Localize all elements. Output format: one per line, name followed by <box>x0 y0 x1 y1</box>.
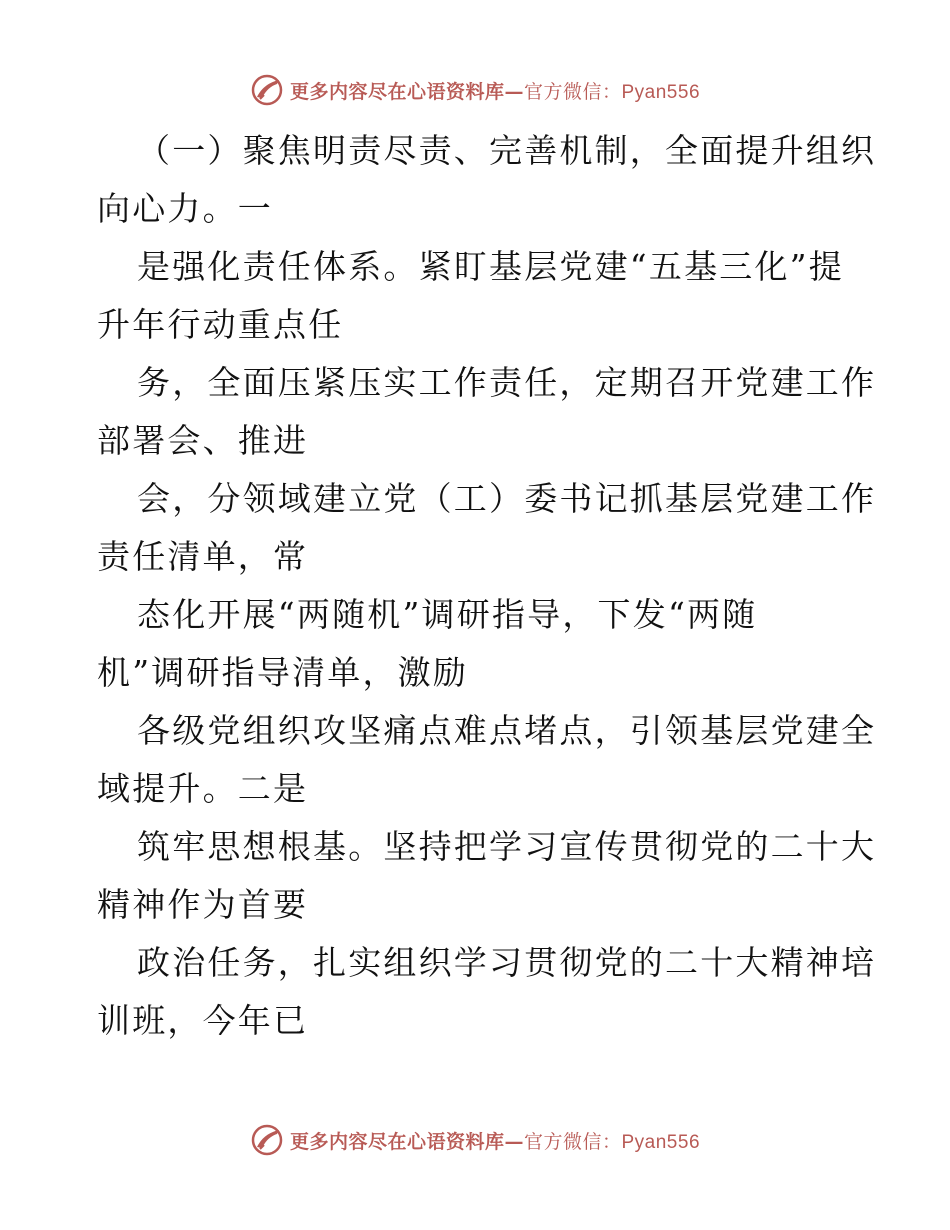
body-line: 务，全面压紧压实工作责任，定期召开党建工作 <box>137 363 877 402</box>
body-line: 态化开展“两随机”调研指导，下发“两随 <box>137 595 758 634</box>
watermark-text: 更多内容尽在心语资料库—官方微信：Pyan556 <box>289 1130 701 1153</box>
body-line: 升年行动重点任 <box>97 305 344 344</box>
body-line: 政治任务，扎实组织学习贯彻党的二十大精神培 <box>137 943 877 982</box>
watermark-text: 更多内容尽在心语资料库—官方微信：Pyan556 <box>289 80 701 103</box>
footer-watermark <box>0 1120 950 1160</box>
document-body <box>97 122 877 1050</box>
body-line: 责任清单，常 <box>97 537 309 576</box>
body-line: 各级党组织攻坚痛点难点堵点，引领基层党建全 <box>137 711 877 750</box>
body-line: （一）聚焦明责尽责、完善机制，全面提升组织 <box>137 131 877 170</box>
body-line: 训班，今年已 <box>97 1001 309 1040</box>
body-line: 是强化责任体系。紧盯基层党建“五基三化”提 <box>137 247 844 286</box>
header-watermark <box>0 70 950 110</box>
body-line: 部署会、推进 <box>97 421 309 460</box>
pen-circle-logo-icon <box>250 73 284 107</box>
body-line: 筑牢思想根基。坚持把学习宣传贯彻党的二十大 <box>137 827 877 866</box>
pen-circle-logo-icon <box>250 1123 284 1157</box>
body-line: 精神作为首要 <box>97 885 309 924</box>
body-line: 机”调研指导清单，激励 <box>97 653 469 692</box>
body-line: 会，分领域建立党（工）委书记抓基层党建工作 <box>137 479 877 518</box>
body-line: 域提升。二是 <box>97 769 309 808</box>
body-line: 向心力。一 <box>97 189 273 228</box>
